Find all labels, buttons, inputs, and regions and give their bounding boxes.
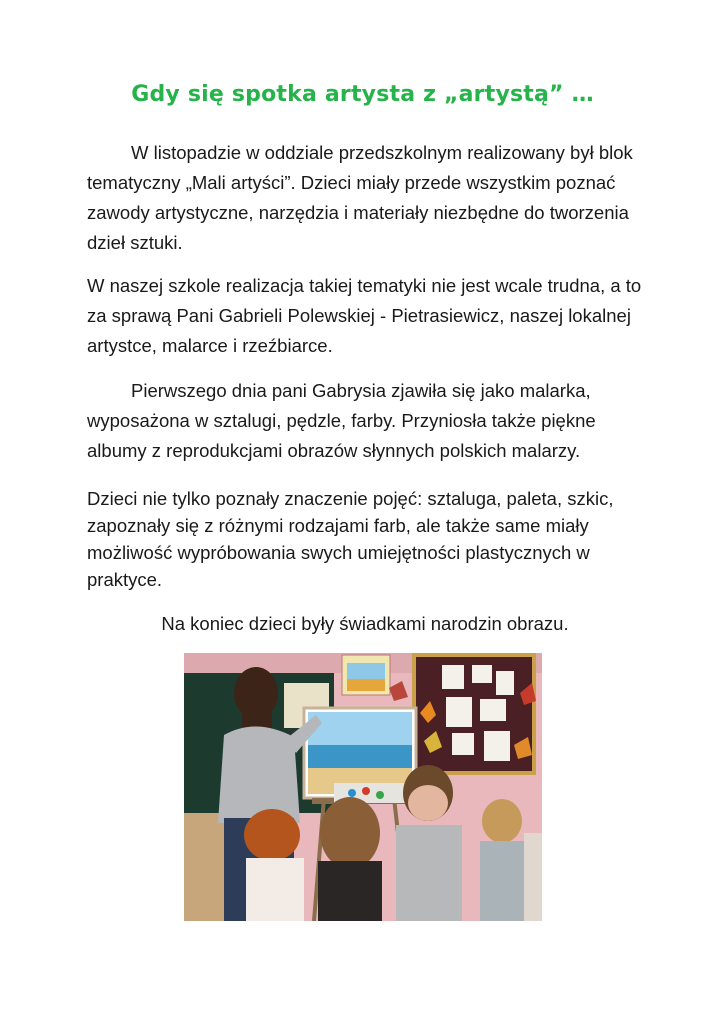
- paragraph-first-day: Pierwszego dnia pani Gabrysia zjawiła się jako malarka, wyposażona w sztalugi, pędzle, farby. Przyniosła także piękne albumy z reprodukcjami obrazów słynnych polskich malarzy.: [87, 380, 596, 461]
- painting-sky: [308, 712, 412, 748]
- painting-sea: [308, 745, 412, 771]
- page-title: Gdy się spotka artysta z „artystą” …: [131, 82, 594, 107]
- classroom-photo: [184, 653, 542, 921]
- paragraph-learning: Dzieci nie tylko poznały znaczenie pojęć: sztaluga, paleta, szkic, zapoznały się z różnymi rodzajami farb, ale także same miały możliwość wypróbowania swych umiejętności plastycznych w praktyce.: [87, 488, 614, 590]
- paragraph-intro: W listopadzie w oddziale przedszkolnym realizowany był blok tematyczny „Mali artyści”. Dzieci miały przede wszystkim poznać zawody artystyczne, narzędzia i materiały niezbędne do tworzenia dzieł sztuki.: [87, 142, 633, 253]
- paragraph-ending: Na koniec dzieci były świadkami narodzin obrazu.: [161, 613, 569, 634]
- paragraph-artist: W naszej szkole realizacja takiej tematyki nie jest wcale trudna, a to za sprawą Pani Gabrieli Polewskiej - Pietrasiewicz, naszej lokalnej artystce, malarce i rzeźbiarce.: [87, 275, 642, 356]
